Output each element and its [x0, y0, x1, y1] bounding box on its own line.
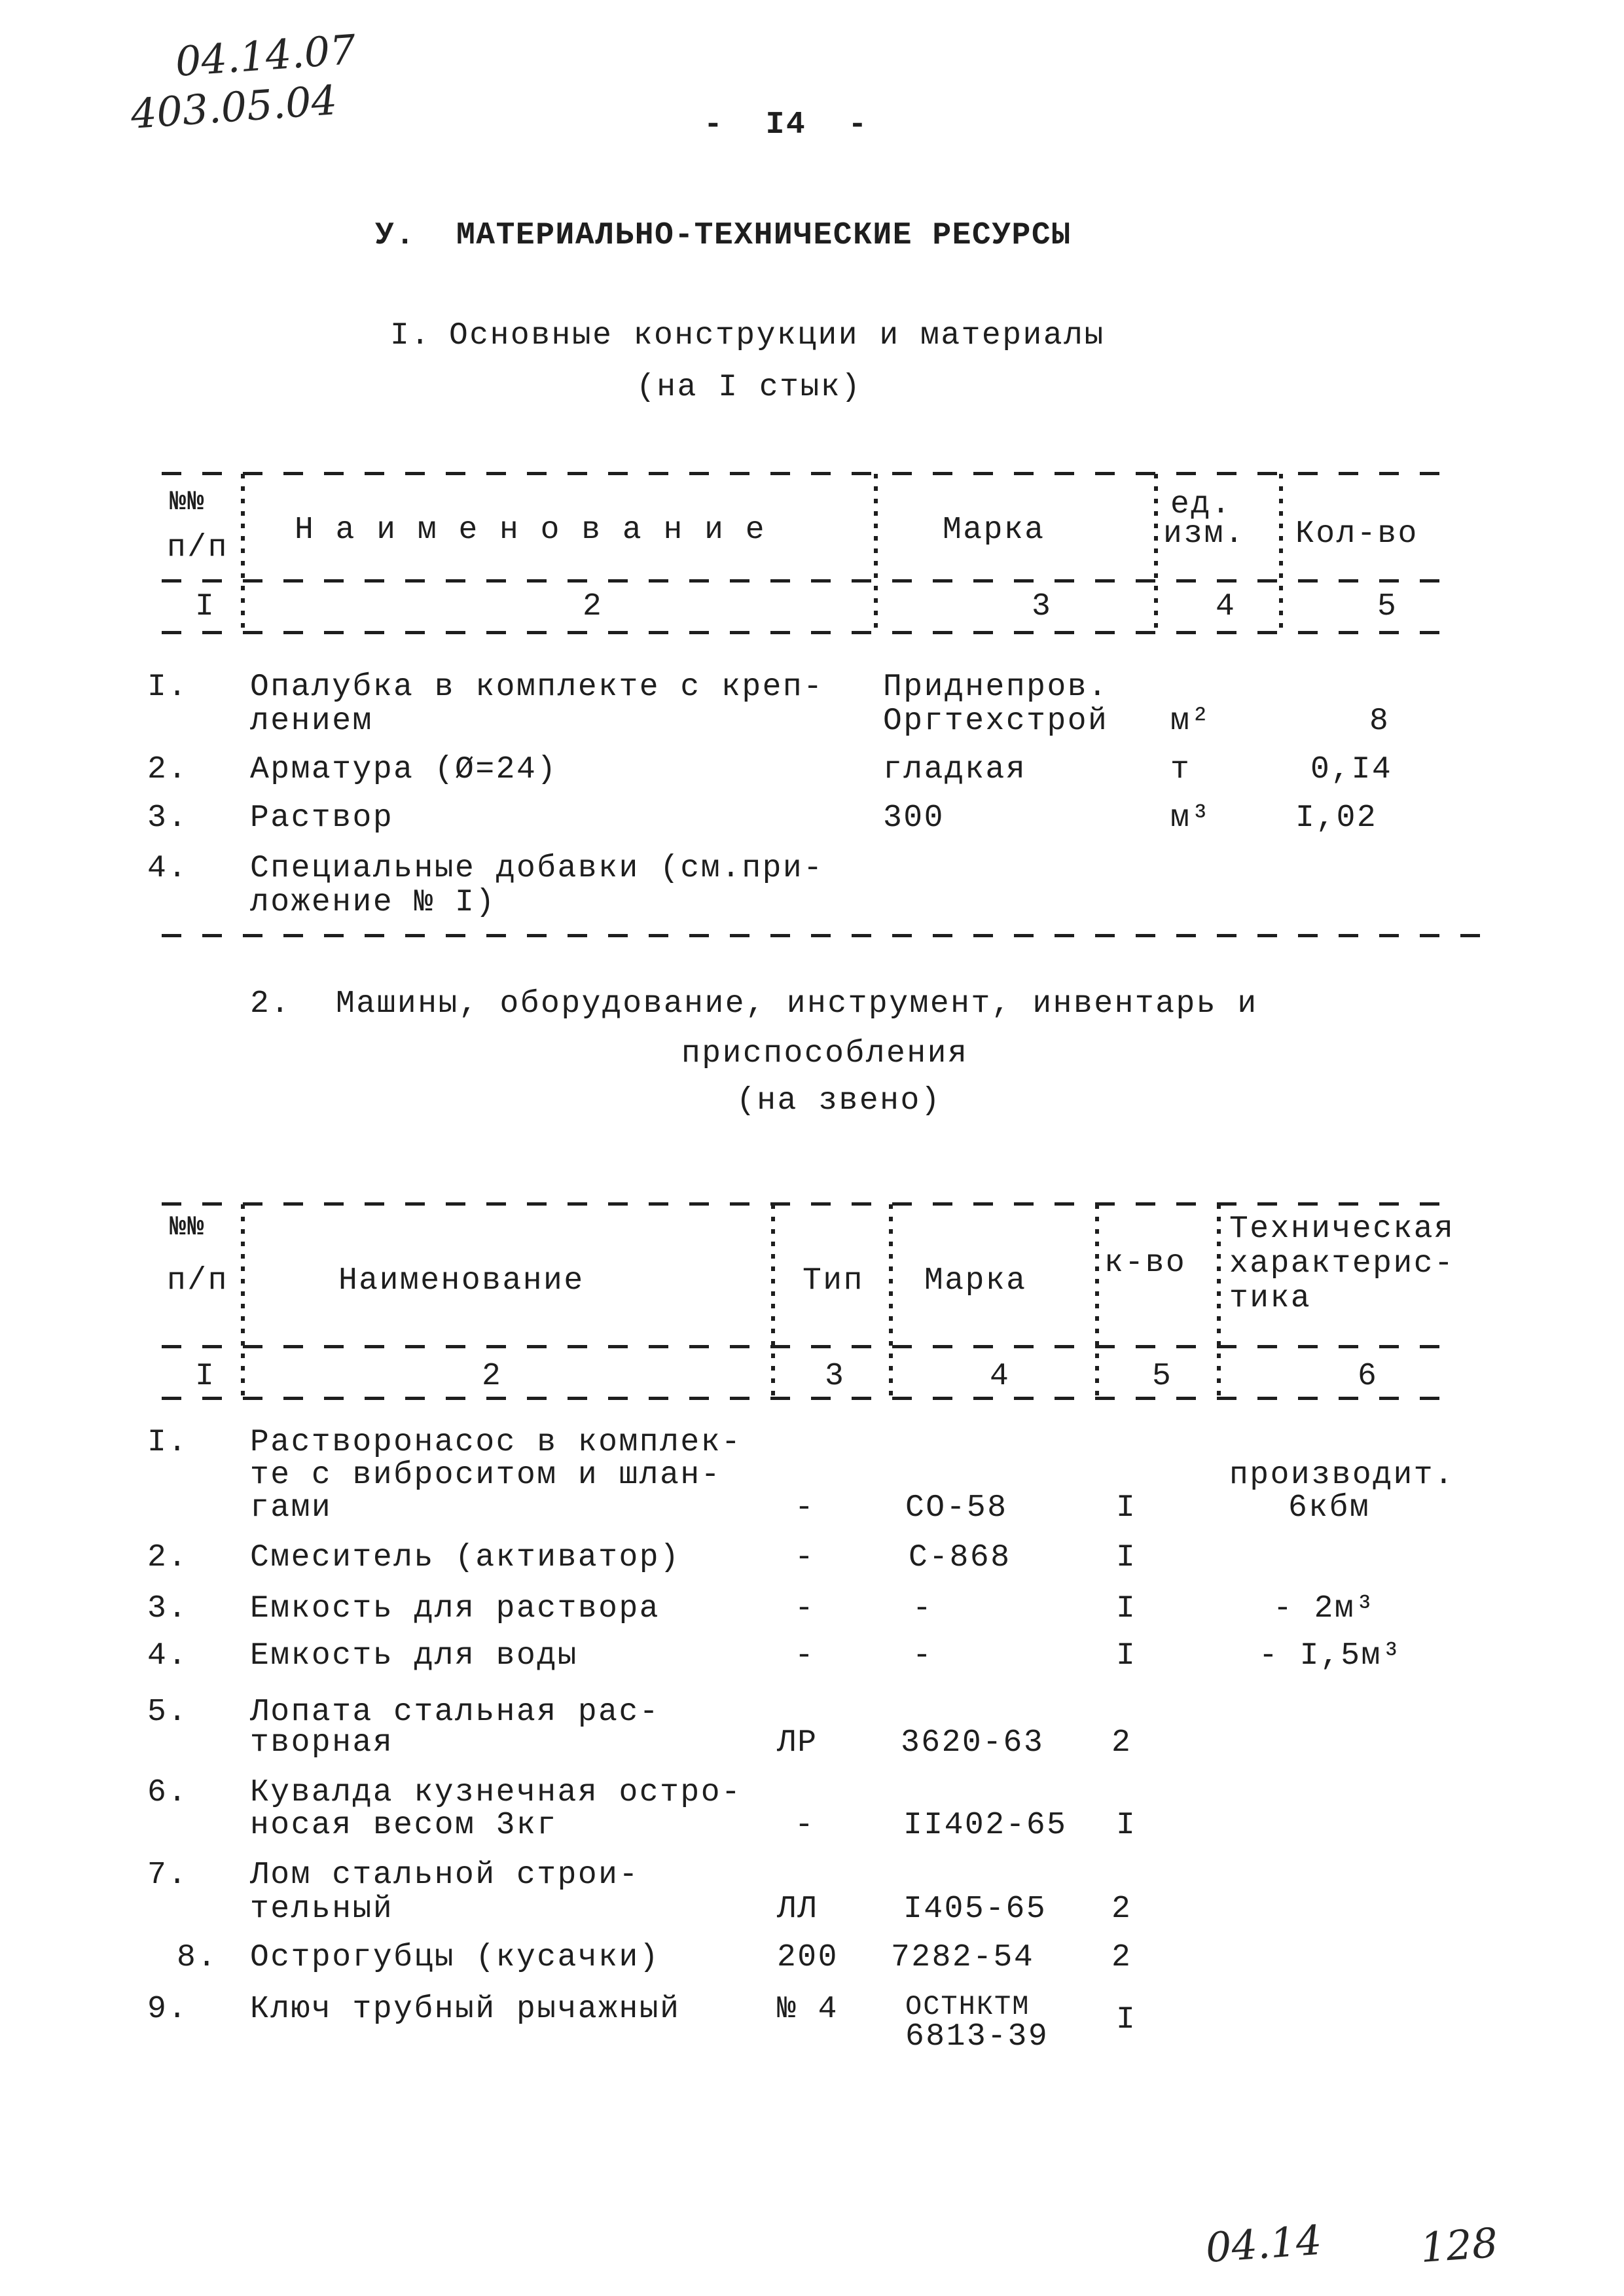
handwritten-code-bottom: 04.14: [1204, 2215, 1324, 2272]
table2-row-name: творная: [250, 1725, 394, 1761]
table2-row-type: 200: [777, 1940, 839, 1975]
table1-header-num: №№: [170, 486, 206, 518]
table2-row-brand: II402-65: [903, 1808, 1068, 1843]
table2-header-brand: Марка: [924, 1263, 1027, 1299]
table2-rule-header: [162, 1345, 1458, 1348]
table2-row-quantity: I: [1116, 1808, 1137, 1843]
table1-row-number: 2.: [147, 752, 189, 787]
table1-row-unit: т: [1170, 752, 1191, 787]
table2-header-name: Наименование: [338, 1263, 585, 1299]
table2-row-quantity: I: [1116, 1638, 1137, 1674]
table2-row-name: те с виброситом и шлан-: [250, 1458, 722, 1493]
table2-row-type: -: [795, 1591, 816, 1626]
part1-number: I.: [390, 318, 431, 353]
table2-row-brand: -: [912, 1638, 933, 1674]
table2-row-name: Лом стальной строи-: [250, 1857, 640, 1893]
table2-row-spec: - I,5м³: [1259, 1638, 1403, 1674]
table1-rule-bottom: [162, 934, 1494, 937]
table2-column-number: 2: [482, 1359, 503, 1394]
table1-column-number: 5: [1377, 589, 1398, 624]
table2-row-number: 3.: [147, 1591, 189, 1626]
part2-note: (на звено): [736, 1083, 942, 1119]
table2-row-spec: производит.: [1229, 1458, 1455, 1493]
table2-header-type: Тип: [803, 1263, 864, 1299]
part2-title: приспособления: [681, 1036, 969, 1071]
table1-row-number: 3.: [147, 800, 189, 836]
table1-rule-header: [162, 579, 1458, 583]
table1-row-brand: Приднепров.: [883, 670, 1109, 705]
table2-row-quantity: I: [1116, 1490, 1137, 1526]
table2-header-quantity: к-во: [1104, 1246, 1187, 1281]
table1-column-separator: [1154, 474, 1158, 634]
table2-column-number: 5: [1152, 1359, 1173, 1394]
table2-column-separator: [1217, 1204, 1221, 1399]
page-number: - I4 -: [704, 107, 869, 143]
table2-row-number: 4.: [147, 1638, 189, 1674]
table1-column-separator: [1279, 474, 1283, 634]
table1-column-number: 3: [1032, 589, 1053, 624]
table2-header-spec: характерис-: [1229, 1246, 1455, 1282]
table2-header-num: №№: [170, 1211, 206, 1243]
table1-row-number: 4.: [147, 851, 189, 886]
table2-rule-top: [162, 1202, 1458, 1206]
table2-row-spec: 6кбм: [1288, 1490, 1371, 1526]
table2-row-type: -: [795, 1540, 816, 1575]
table1-row-unit: м²: [1170, 704, 1212, 739]
table2-row-brand: ОСТНКТМ: [905, 1991, 1030, 2022]
table2-column-separator: [889, 1204, 893, 1399]
part1-title: Основные конструкции и материалы: [449, 318, 1105, 353]
table2-row-name: Смеситель (активатор): [250, 1540, 681, 1575]
table2-rule-numbers: [162, 1397, 1458, 1400]
table2-row-quantity: 2: [1111, 1892, 1132, 1927]
table2-row-name: тельный: [250, 1892, 394, 1927]
table1-column-number: 4: [1216, 589, 1236, 624]
table1-rule-top: [162, 472, 1458, 475]
table2-row-name: Лопата стальная рас-: [250, 1695, 660, 1730]
table2-row-brand: I405-65: [903, 1892, 1047, 1927]
table1-row-brand: гладкая: [883, 752, 1027, 787]
table2-row-number: 9.: [147, 1992, 189, 2027]
table2-row-type: -: [795, 1808, 816, 1843]
table2-row-number: 5.: [147, 1695, 189, 1730]
table2-row-number: 8.: [177, 1940, 218, 1975]
table2-column-separator: [241, 1204, 245, 1399]
table2-row-number: 7.: [147, 1857, 189, 1893]
table2-column-number: 3: [825, 1359, 846, 1394]
table1-row-name: ложение № I): [250, 885, 496, 920]
table1-header-unit: ед.: [1170, 487, 1232, 522]
table1-header-name: Н а и м е н о в а н и е: [295, 512, 767, 548]
table2-row-type: ЛЛ: [777, 1892, 818, 1927]
table1-row-brand: 300: [883, 800, 945, 836]
table1-row-name: Опалубка в комплекте с креп-: [250, 670, 824, 705]
table1-header-unit: изм.: [1163, 516, 1246, 552]
table2-row-number: 2.: [147, 1540, 189, 1575]
table2-row-quantity: 2: [1111, 1725, 1132, 1761]
table1-row-quantity: 0,I4: [1310, 752, 1393, 787]
handwritten-sheet-number: 128: [1418, 2218, 1500, 2272]
table2-row-name: носая весом 3кг: [250, 1808, 558, 1843]
table2-row-brand: 3620-63: [901, 1725, 1045, 1761]
table2-row-brand: 7282-54: [891, 1940, 1035, 1975]
table2-column-separator: [771, 1204, 775, 1399]
table1-column-separator: [874, 474, 878, 634]
table2-column-number: 6: [1358, 1359, 1379, 1394]
table2-row-name: Ключ трубный рычажный: [250, 1992, 681, 2027]
table2-row-type: -: [795, 1490, 816, 1526]
table2-row-quantity: 2: [1111, 1940, 1132, 1975]
table1-row-unit: м³: [1170, 800, 1212, 836]
table2-row-name: Растворонасос в комплек-: [250, 1425, 742, 1460]
table1-header-num: п/п: [167, 530, 228, 565]
table2-row-brand: 6813-39: [905, 2019, 1049, 2054]
table1-row-quantity: 8: [1369, 704, 1390, 739]
table2-row-name: Острогубцы (кусачки): [250, 1940, 660, 1975]
part2-number: 2.: [250, 986, 291, 1022]
table2-row-brand: СО-58: [905, 1490, 1008, 1526]
table1-row-brand: Оргтехстрой: [883, 704, 1109, 739]
table2-row-name: гами: [250, 1490, 333, 1526]
table2-row-type: -: [795, 1638, 816, 1674]
table2-row-number: 6.: [147, 1775, 189, 1810]
table1-row-name: лением: [250, 704, 373, 739]
table2-row-name: Емкость для раствора: [250, 1591, 660, 1626]
part1-note: (на I стык): [636, 370, 862, 405]
table2-row-type: ЛР: [777, 1725, 818, 1761]
handwritten-code-second: 403.05.04: [129, 76, 339, 138]
handwritten-code-top: 04.14.07: [173, 25, 357, 86]
table1-column-number: 2: [583, 589, 604, 624]
table2-row-quantity: I: [1116, 2002, 1137, 2037]
table1-header-quantity: Кол-во: [1295, 516, 1418, 552]
table2-row-brand: С-868: [909, 1540, 1011, 1575]
section-number: У.: [375, 218, 416, 253]
table2-header-spec: Техническая: [1229, 1211, 1455, 1247]
table1-row-number: I.: [147, 670, 189, 705]
table2-column-number: 4: [990, 1359, 1011, 1394]
table1-column-number: I: [195, 589, 216, 624]
table2-row-name: Емкость для воды: [250, 1638, 578, 1674]
table1-column-separator: [241, 474, 245, 634]
table1-row-name: Арматура (Ø=24): [250, 752, 558, 787]
table1-rule-numbers: [162, 631, 1458, 634]
table2-row-brand: -: [912, 1591, 933, 1626]
table2-row-quantity: I: [1116, 1540, 1137, 1575]
table2-header-spec: тика: [1229, 1281, 1312, 1316]
part2-title: Машины, оборудование, инструмент, инвентарь и: [336, 986, 1258, 1022]
table1-row-quantity: I,02: [1295, 800, 1378, 836]
table2-row-type: № 4: [777, 1992, 839, 2027]
table2-column-separator: [1095, 1204, 1099, 1399]
table2-row-quantity: I: [1116, 1591, 1137, 1626]
table2-row-number: I.: [147, 1425, 189, 1460]
table2-column-number: I: [195, 1359, 216, 1394]
table1-header-brand: Марка: [943, 512, 1045, 548]
table2-row-name: Кувалда кузнечная остро-: [250, 1775, 742, 1810]
table1-row-name: Специальные добавки (см.при-: [250, 851, 824, 886]
table1-row-name: Раствор: [250, 800, 394, 836]
table2-row-spec: - 2м³: [1273, 1591, 1376, 1626]
table2-header-num: п/п: [167, 1263, 228, 1299]
section-title: МАТЕРИАЛЬНО-ТЕХНИЧЕСКИЕ РЕСУРСЫ: [456, 218, 1072, 253]
